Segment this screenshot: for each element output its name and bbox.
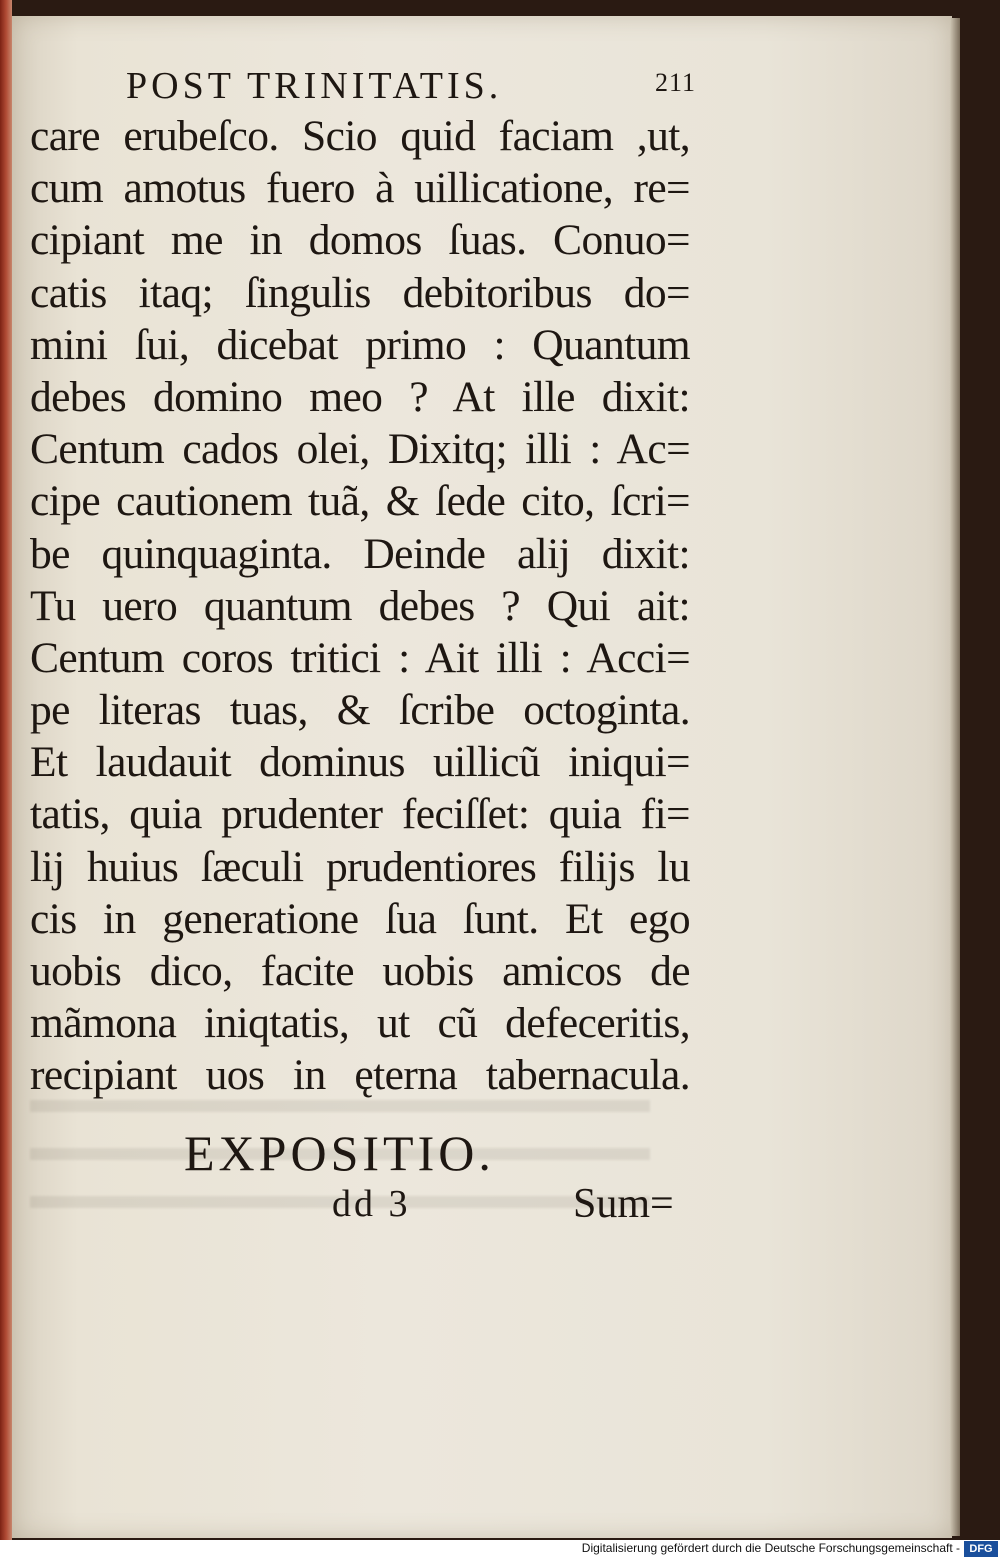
text-line: mãmona iniqtatis, ut cũ defeceritis, — [30, 999, 690, 1048]
text-line: cum amotus fuero à uillicatione, re= — [30, 164, 690, 213]
text-line: lij huius ſæculi prudentiores filijs lu — [30, 842, 690, 891]
folio-number: 211 — [654, 68, 696, 97]
text-line: cipe cautionem tuã, & ſede cito, ſcri= — [30, 477, 690, 526]
funding-credit: Digitalisierung gefördert durch die Deutsche Forschungsgemeinschaft - — [581, 1541, 960, 1555]
text-line: cis in generatione ſua ſunt. Et ego — [30, 894, 690, 943]
text-line: uobis dico, facite uobis amicos de — [30, 947, 690, 995]
book-spine — [0, 0, 12, 1540]
text-line: be quinquaginta. Deinde alij dixit: — [30, 529, 690, 578]
page-header — [126, 64, 696, 114]
page-edge — [950, 18, 960, 1536]
text-line: cipiant me in domos ſuas. Conuo= — [30, 216, 690, 265]
body-text — [30, 110, 690, 1102]
running-head: POST TRINITATIS. — [126, 65, 503, 107]
text-line: catis itaq; ſingulis debitoribus do= — [30, 268, 690, 317]
text-line: debes domino meo ? At ille dixit: — [30, 372, 690, 421]
text-line: Centum cados olei, Dixitq; illi : Ac= — [30, 425, 690, 474]
text-line: tatis, quia prudenter feciſſet: quia fi= — [30, 790, 690, 839]
text-line: Centum coros tritici : Ait illi : Acci= — [30, 633, 690, 682]
text-line: recipiant uos in ęterna tabernacula. — [30, 1051, 690, 1100]
text-line: Et laudauit dominus uillicũ iniqui= — [30, 738, 690, 787]
text-line: pe literas tuas, & ſcribe octoginta. — [30, 686, 690, 735]
text-line: care erubeſco. Scio quid faciam ,ut, — [30, 112, 690, 160]
text-line: mini ſui, dicebat primo : Quantum — [30, 320, 690, 369]
catchword: Sum= — [573, 1181, 674, 1227]
dfg-logo: DFG — [964, 1541, 998, 1557]
digitization-footer — [0, 1540, 1000, 1558]
text-line: Tu uero quantum debes ? Qui ait: — [30, 581, 690, 630]
section-heading: EXPOSITIO. — [184, 1125, 495, 1181]
signature-mark: dd 3 — [332, 1183, 411, 1225]
